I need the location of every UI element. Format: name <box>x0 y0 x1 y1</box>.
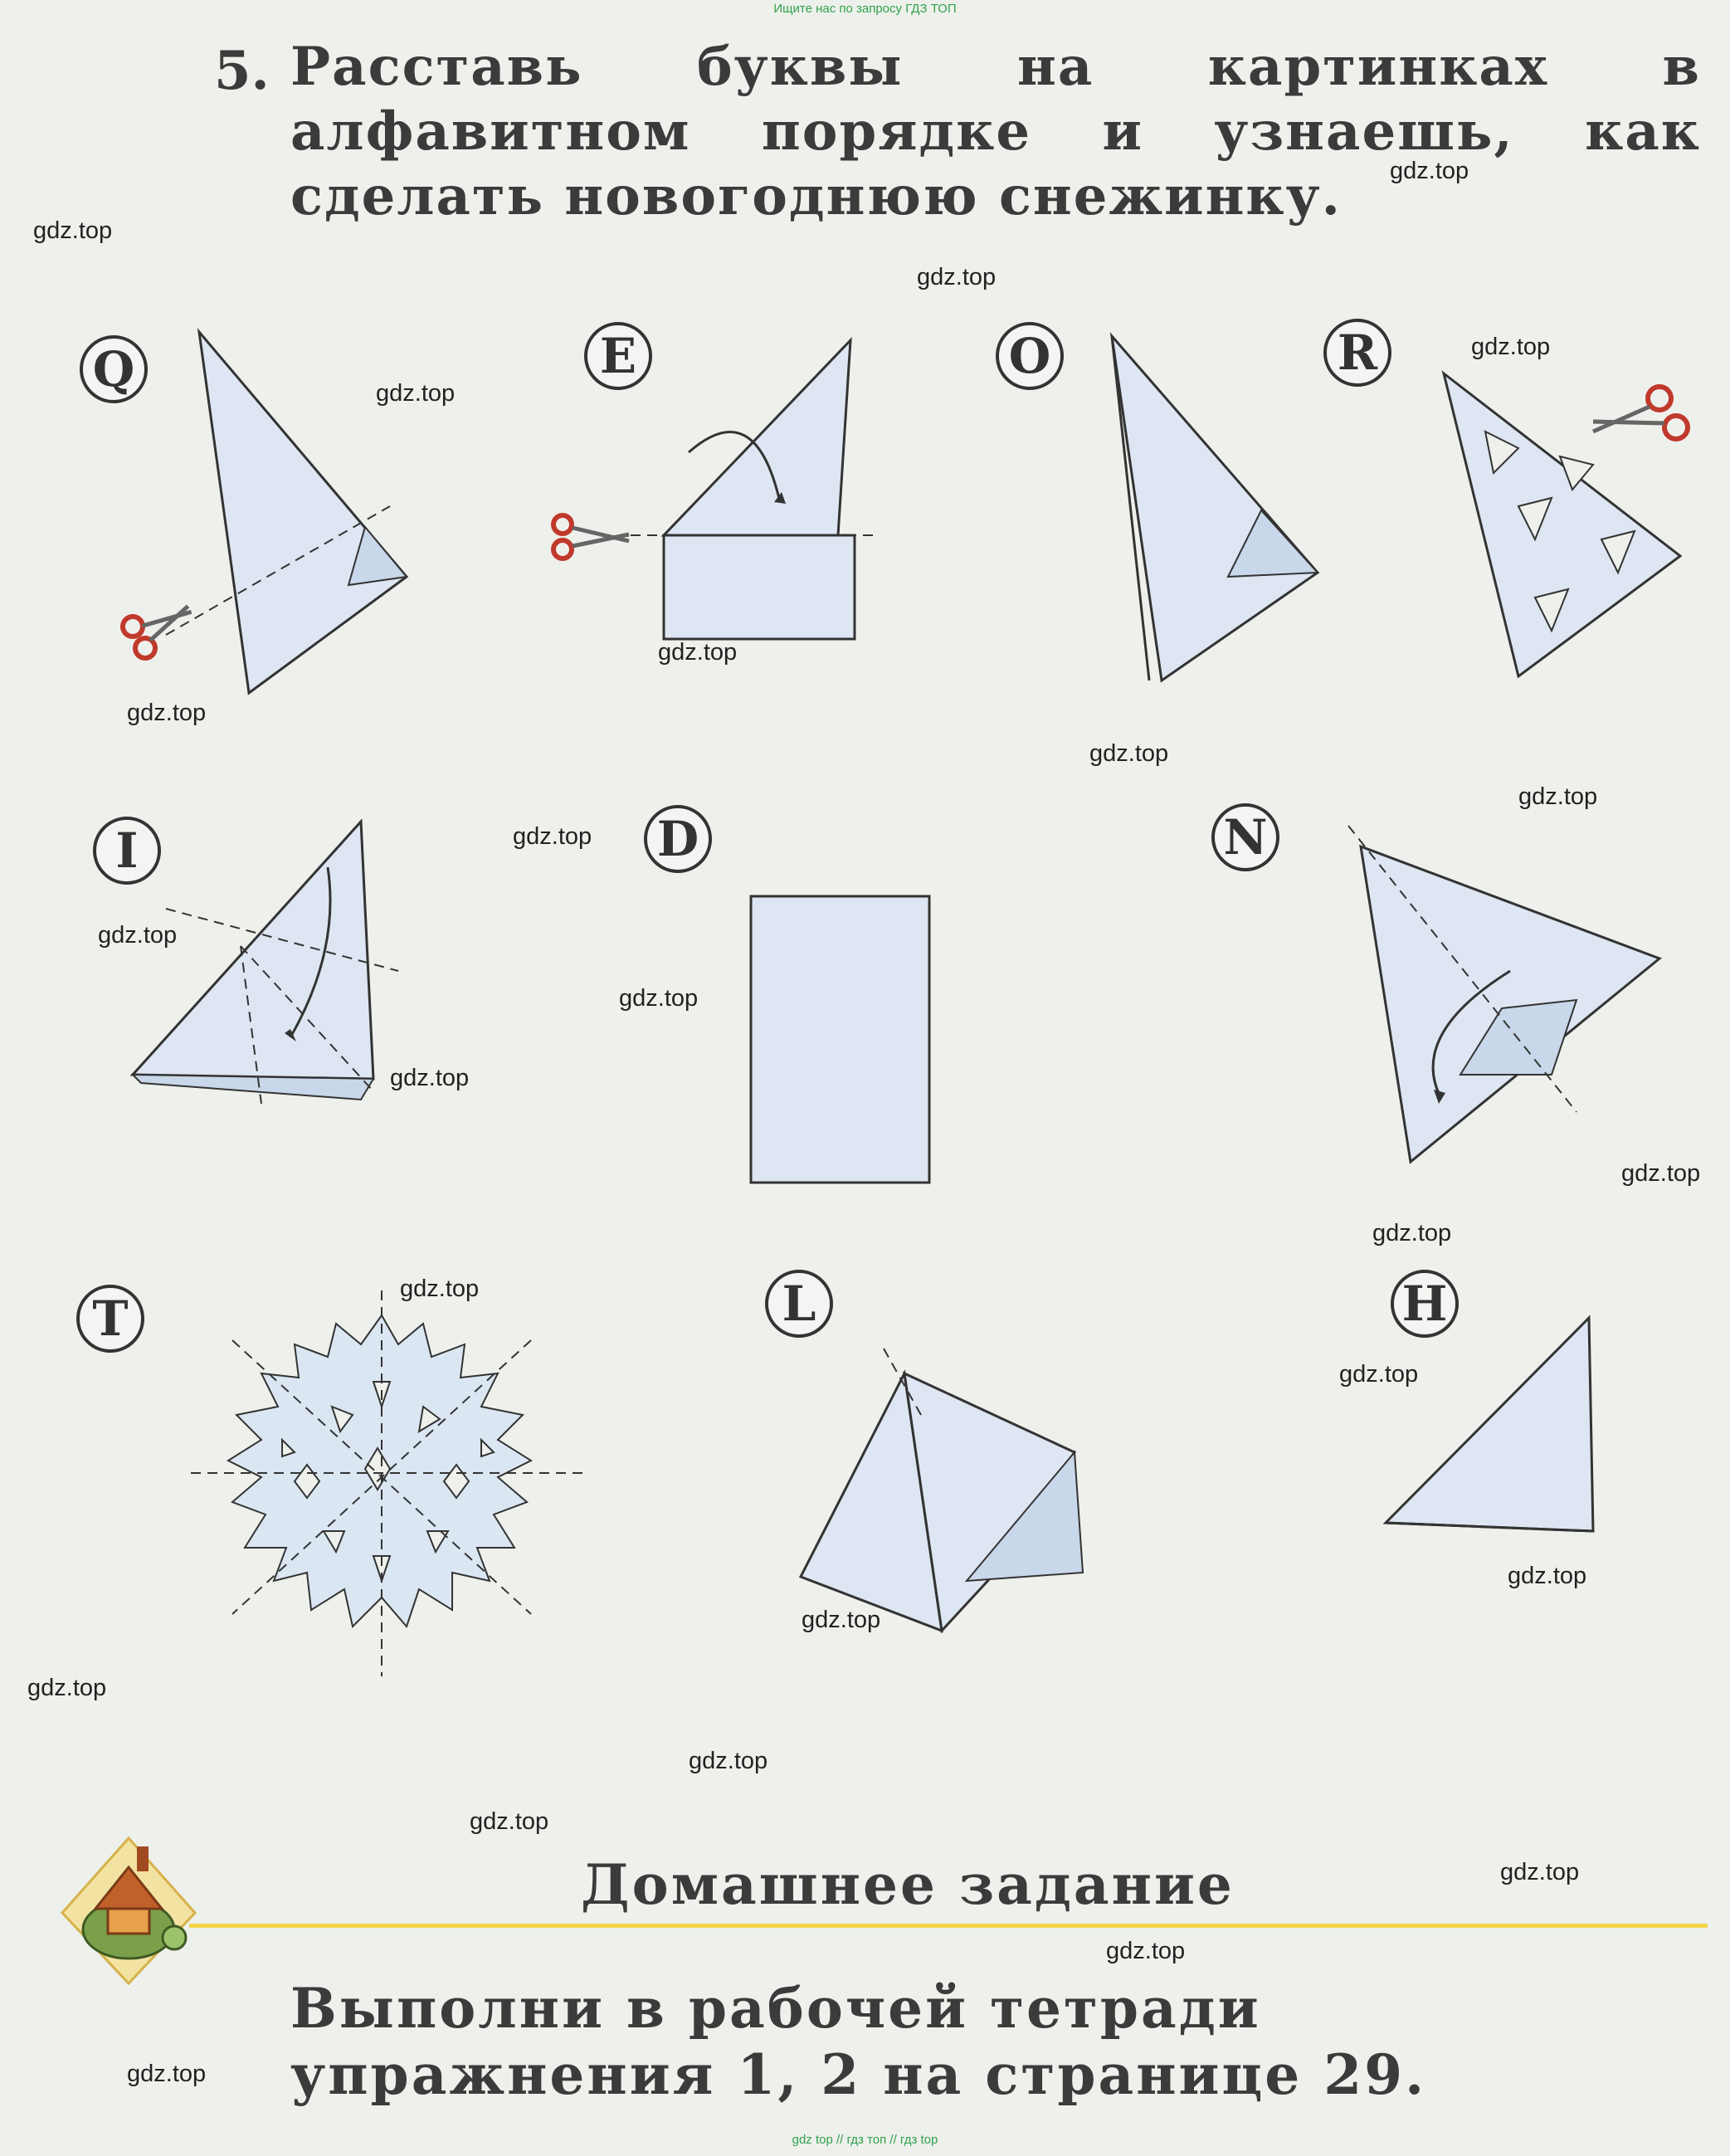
watermark: gdz.top <box>689 1748 768 1774</box>
letter-o: O <box>996 322 1064 390</box>
watermark: gdz.top <box>1390 158 1469 184</box>
letter-e: E <box>584 322 652 390</box>
watermark: gdz.top <box>1508 1563 1587 1589</box>
letter-q: Q <box>80 335 148 403</box>
snowflake-icon <box>183 1290 597 1680</box>
paper-rectangle-icon <box>747 892 938 1191</box>
folded-paper-tent-icon <box>797 1349 1095 1639</box>
watermark: gdz.top <box>802 1607 881 1633</box>
watermark: gdz.top <box>619 985 699 1012</box>
letter-l: L <box>765 1270 833 1338</box>
watermark: gdz.top <box>98 922 178 949</box>
watermark: gdz.top <box>33 217 113 244</box>
folded-small-triangle-icon <box>1382 1311 1606 1544</box>
watermark: gdz.top <box>470 1808 549 1835</box>
letter-h: H <box>1391 1270 1459 1338</box>
fold-corner-arrow-icon <box>1336 826 1668 1174</box>
fold-triangle-arrow-icon <box>124 817 407 1108</box>
watermark: gdz.top <box>400 1276 480 1302</box>
watermark: gdz.top <box>376 380 456 407</box>
task-number: 5. <box>214 40 270 102</box>
letter-r: R <box>1323 319 1391 387</box>
watermark: gdz.top <box>1621 1160 1701 1187</box>
cut-pattern-triangle-icon <box>1435 365 1701 680</box>
watermark: gdz.top <box>1372 1220 1452 1246</box>
watermark: gdz.top <box>127 2061 207 2087</box>
watermark: gdz.top <box>1106 1938 1186 1964</box>
top-banner[interactable]: Ищите нас по запросу ГДЗ ТОП <box>773 2 957 16</box>
watermark: gdz.top <box>27 1675 107 1701</box>
task-text: Расставь буквы на картинках в алфавитном порядке и узнаешь, как сделать новогоднюю снежинку. <box>290 36 1701 227</box>
watermark: gdz.top <box>513 823 592 850</box>
homework-text: Выполни в рабочей тетради упражнения 1, 2 на странице 29. <box>290 1976 1427 2107</box>
letter-t: T <box>76 1285 144 1353</box>
divider <box>189 1924 1708 1928</box>
watermark: gdz.top <box>1339 1361 1419 1388</box>
letter-d: D <box>644 805 712 873</box>
homework-title: Домашнее задание <box>581 1852 1235 1917</box>
watermark: gdz.top <box>1089 740 1169 767</box>
watermark: gdz.top <box>1500 1859 1580 1885</box>
watermark: gdz.top <box>390 1065 470 1091</box>
letter-n: N <box>1211 803 1279 871</box>
watermark: gdz.top <box>1518 783 1598 810</box>
watermark: gdz.top <box>658 639 738 666</box>
letter-i: I <box>93 817 161 885</box>
turtle-house-icon <box>58 1822 199 1988</box>
watermark: gdz.top <box>127 700 207 726</box>
paper-fold-over-icon <box>539 328 888 643</box>
bottom-banner[interactable]: gdz top // гдз топ // гдз top <box>792 2133 938 2147</box>
watermark: gdz.top <box>917 264 997 290</box>
folded-triangle-icon <box>1104 332 1336 689</box>
watermark: gdz.top <box>1471 334 1551 360</box>
